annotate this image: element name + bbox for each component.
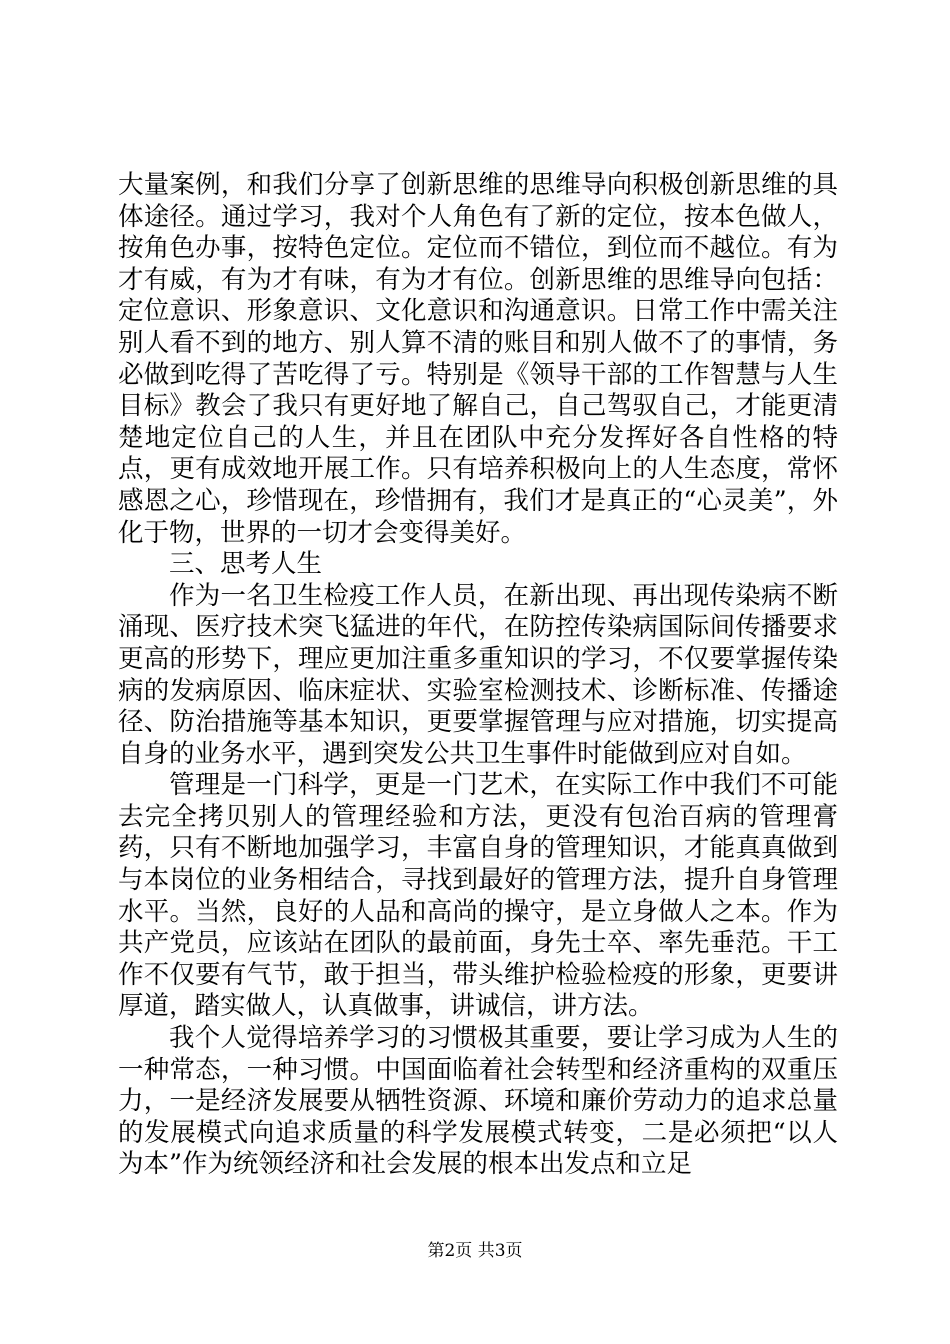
paragraph-4: 我个人觉得培养学习的习惯极其重要，要让学习成为人生的一种常态，一种习惯。中国面临着社会转型和经济重构的双重压力，一是经济发展要从牺牲资源、环境和廉价劳动力的追求总量的发展模式向追求质量的科学发展模式转变，二是必须把“以人为本”作为统领经济和社会发展的根本出发点和立足 xyxy=(118,1023,838,1180)
paragraph-2: 作为一名卫生检疫工作人员，在新出现、再出现传染病不断涌现、医疗技术突飞猛进的年代，在防控传染病国际间传播要求更高的形势下，理应更加注重多重知识的学习，不仅要掌握传染病的发病原因、临床症状、实验室检测技术、诊断标准、传播途径、防治措施等基本知识，更要掌握管理与应对措施，切实提高自身的业务水平，遇到突发公共卫生事件时能做到应对自如。 xyxy=(118,580,838,769)
section-heading: 三、思考人生 xyxy=(169,549,323,580)
page-number-footer: 第2页 共3页 xyxy=(427,1241,523,1261)
document-body xyxy=(118,170,838,1181)
paragraph-3: 管理是一门科学，更是一门艺术，在实际工作中我们不可能去完全拷贝别人的管理经验和方法，更没有包治百病的管理膏药，只有不断地加强学习，丰富自身的管理知识，才能真真做到与本岗位的业务相结合，寻找到最好的管理方法，提升自身管理水平。当然，良好的人品和高尚的操守，是立身做人之本。作为共产党员，应该站在团队的最前面，身先士卒、率先垂范。干工作不仅要有气节，敢于担当，带头维护检验检疫的形象，更要讲厚道，踏实做人，认真做事，讲诚信，讲方法。 xyxy=(118,770,838,1022)
paragraph-1: 大量案例，和我们分享了创新思维的思维导向积极创新思维的具体途径。通过学习，我对个人角色有了新的定位，按本色做人，按角色办事，按特色定位。定位而不错位，到位而不越位。有为才有威，有为才有味，有为才有位。创新思维的思维导向包括：定位意识、形象意识、文化意识和沟通意识。日常工作中需关注别人看不到的地方、别人算不清的账目和别人做不了的事情，务必做到吃得了苦吃得了亏。特别是《领导干部的工作智慧与人生目标》教会了我只有更好地了解自己，自己驾驭自己，才能更清楚地定位自己的人生，并且在团队中充分发挥好各自性格的特点，更有成效地开展工作。只有培养积极向上的人生态度，常怀感恩之心，珍惜现在，珍惜拥有，我们才是真正的“心灵美”，外化于物，世界的一切才会变得美好。 xyxy=(118,170,838,548)
